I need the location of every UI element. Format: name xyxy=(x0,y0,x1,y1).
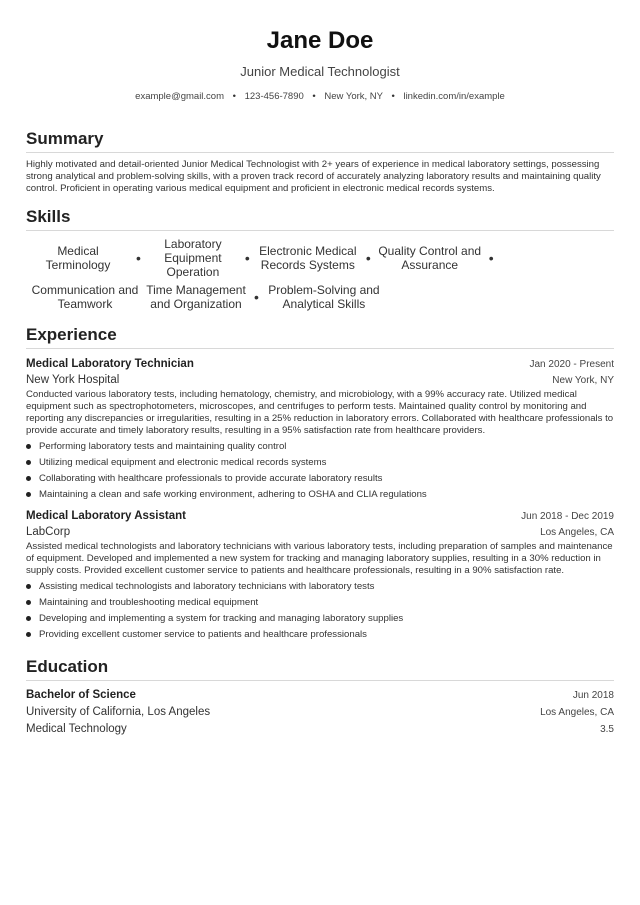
summary-section xyxy=(26,129,614,195)
section-title: Experience xyxy=(26,325,614,349)
skills-section xyxy=(26,207,614,315)
list-item: Maintaining and troubleshooting medical equipment xyxy=(26,597,614,609)
skill-item xyxy=(26,283,144,311)
job-location: Los Angeles, CA xyxy=(540,527,614,538)
summary-text: Highly motivated and detail-oriented Junior Medical Technologist with 2+ years of experience in medical laboratory settings, possessing strong analytical and problem-solving skills, with a proven track record of accurately analyzing laboratory results and maintaining quality control. Proficient in operating various medical equipment and proficient in electronic medical records systems. xyxy=(26,159,601,194)
job-description: Assisted medical technologists and laboratory technicians with various laboratory tests, including preparation of samples and maintenance of equipment. Developed and implemented a new system for tracking and managing laboratory supplies, resulting in a 30% reduction in supply costs. Provided excellent customer service to patients and healthcare professionals, resulting in a 90% satisfaction rate. xyxy=(26,541,613,576)
job-bullets xyxy=(26,441,614,501)
contact-email[interactable]: example@gmail.com xyxy=(135,91,224,102)
skill-label: Problem-Solving and Analytical Skills xyxy=(268,283,380,311)
bullet-icon xyxy=(26,476,31,481)
skill-item xyxy=(144,283,265,311)
experience-section xyxy=(26,325,614,641)
bullet-separator-icon: • xyxy=(312,91,316,102)
list-item: Providing excellent customer service to patients and healthcare professionals xyxy=(26,629,614,641)
contact-line xyxy=(26,91,614,103)
skill-label: Laboratory Equipment Operation xyxy=(164,237,222,279)
job-dates: Jan 2020 - Present xyxy=(529,359,614,370)
skill-label: Communication and Teamwork xyxy=(31,283,139,311)
bullet-icon xyxy=(26,492,31,497)
list-item: Maintaining a clean and safe working environment, adhering to OSHA and CLIA regulations xyxy=(26,489,614,501)
skill-label: Time Management and Organization xyxy=(146,283,246,311)
job-entry xyxy=(26,509,614,641)
list-item: Performing laboratory tests and maintaining quality control xyxy=(26,441,614,453)
education-date: Jun 2018 xyxy=(572,690,614,701)
job-entry xyxy=(26,357,614,501)
bullet-icon xyxy=(26,444,31,449)
bullet-separator-icon: • xyxy=(244,250,250,266)
education-school: University of California, Los Angeles xyxy=(26,706,211,718)
education-field: Medical Technology xyxy=(26,723,127,735)
skill-item xyxy=(147,237,256,279)
section-title: Education xyxy=(26,657,614,681)
job-company: LabCorp xyxy=(26,526,71,538)
skill-item xyxy=(26,237,147,279)
contact-linkedin[interactable]: linkedin.com/in/example xyxy=(403,91,505,102)
bullet-icon xyxy=(26,616,31,621)
bullet-separator-icon: • xyxy=(365,250,371,266)
education-section xyxy=(26,657,614,738)
education-entry xyxy=(26,687,614,738)
bullet-separator-icon: • xyxy=(391,91,395,102)
candidate-headline: Junior Medical Technologist xyxy=(240,64,400,79)
education-gpa: 3.5 xyxy=(600,724,614,735)
contact-location: New York, NY xyxy=(324,91,383,102)
contact-phone[interactable]: 123-456-7890 xyxy=(244,91,304,102)
education-location: Los Angeles, CA xyxy=(540,707,614,718)
skill-label: Quality Control and Assurance xyxy=(378,244,482,272)
education-degree: Bachelor of Science xyxy=(26,689,136,701)
candidate-name: Jane Doe xyxy=(266,27,374,54)
bullet-separator-icon: • xyxy=(136,250,141,266)
bullet-separator-icon: • xyxy=(232,91,236,102)
skill-item xyxy=(256,237,377,279)
skill-label: Medical Terminology xyxy=(45,244,111,272)
section-title: Summary xyxy=(26,129,614,153)
list-item: Assisting medical technologists and laboratory technicians with laboratory tests xyxy=(26,581,614,593)
bullet-separator-icon: • xyxy=(254,289,259,305)
bullet-icon xyxy=(26,460,31,465)
job-dates: Jun 2018 - Dec 2019 xyxy=(521,511,614,522)
job-company: New York Hospital xyxy=(26,374,120,386)
job-title: Medical Laboratory Assistant xyxy=(26,510,186,522)
bullet-icon xyxy=(26,632,31,637)
section-title: Skills xyxy=(26,207,614,231)
job-location: New York, NY xyxy=(552,375,614,386)
job-bullets xyxy=(26,581,614,641)
list-item: Utilizing medical equipment and electronic medical records systems xyxy=(26,457,614,469)
skills-list xyxy=(26,237,616,315)
bullet-icon xyxy=(26,584,31,589)
job-description: Conducted various laboratory tests, including hematology, chemistry, and microbiology, with a 99% accuracy rate. Utilized medical equipment such as spectrophotometers, microscopes, and centrifuges to perform tests. Maintained quality control by monitoring and reporting any discrepancies or irregularities, resulting in a 25% reduction in laboratory errors. Collaborated with healthcare professionals to provide accurate and timely laboratory results, resulting in a 95% satisfaction rate from healthcare providers. xyxy=(26,389,614,436)
skill-item xyxy=(377,237,500,279)
list-item: Developing and implementing a system for tracking and managing laboratory supplies xyxy=(26,613,614,625)
skill-item xyxy=(265,283,383,311)
job-title: Medical Laboratory Technician xyxy=(26,358,194,370)
bullet-separator-icon: • xyxy=(488,250,494,266)
bullet-icon xyxy=(26,600,31,605)
list-item: Collaborating with healthcare professionals to provide accurate laboratory results xyxy=(26,473,614,485)
skill-label: Electronic Medical Records Systems xyxy=(259,244,357,272)
